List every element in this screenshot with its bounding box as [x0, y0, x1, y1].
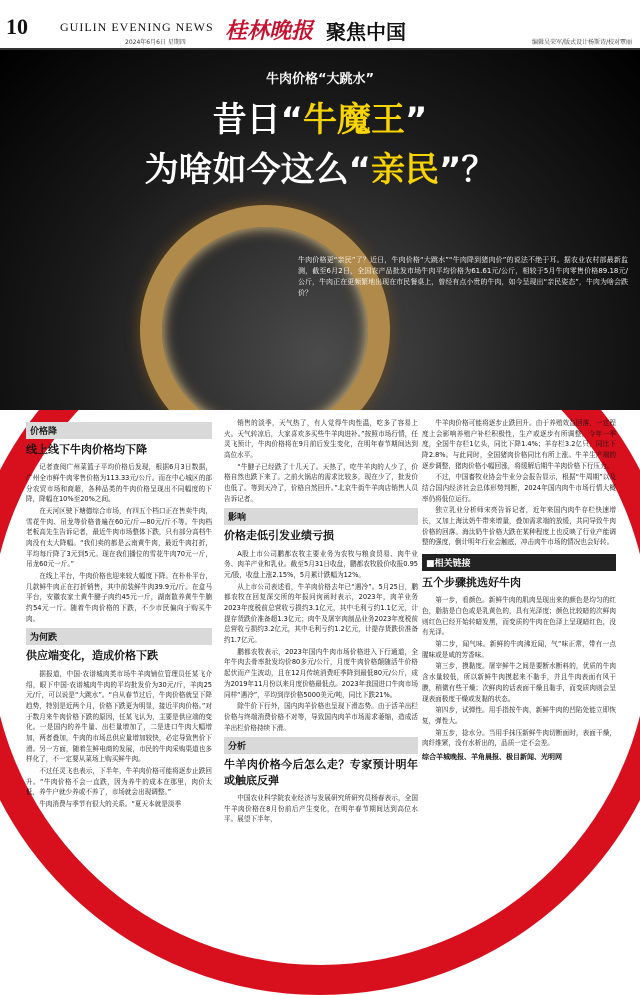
hero-banner — [0, 50, 640, 410]
paragraph: 记者查阅广州菜篮子平均价格后发现，根据6月3日数据，广州全市鲜牛肉零售价格为113.33元/公斤。而在中心城区的部分农贸市场和商超，各种品类的牛肉价格呈现出不同幅度的下降，降幅在10%至20%之间。 — [26, 463, 212, 504]
paragraph: 据报道，中国·农谱城肉类市场牛羊肉铺位管理员任某飞介绍，眼下中国·农谱城肉牛肉的平均批发价为30元/斤，羊肉25元/斤，可以说是“大跳水”。“自从春节过后，牛肉价格就呈下降趋势，特别是近两个月，价格下跌更为明显，接近平肉价格。”对于数月来牛肉价格下跌的原因，任某飞认为，主要是供应端的变化。一是国内的养牛量、出栏量增加了，二是进口牛肉大幅增加，两者叠加，牛肉的市场总供应量增加较快，必定导致售价下滑。另一方面，随着生鲜电商的发展，市民的牛肉采购渠道也多样化了，不一定要从菜场上购买鲜牛肉。 — [26, 669, 212, 764]
subheading-impact: 价格走低引发业绩亏损 — [224, 529, 334, 543]
section-title: 聚焦中国 — [326, 20, 406, 44]
column-3 — [422, 418, 616, 763]
paragraph: 牛羊肉价格可能将逐步止跌回升。由于养殖效益回落，一定程度上会影响养殖户补栏积极性，生产或逐步有所调整。今年一季度，全国牛存栏1亿头，同比下降1.4%；羊存栏3.2亿只，同比下降2.8%。与此同时，全国猪肉价格同比有所上涨。牛羊生产端的逐步调整，猪肉价格小幅回涨，将缓解后期牛羊肉价格下行压力。 — [422, 419, 616, 470]
column-1 — [26, 418, 212, 811]
headline-kicker: 牛肉价格“大跳水” — [265, 72, 375, 87]
paper-name: GUILIN EVENING NEWS — [60, 20, 214, 34]
paragraph: 不过，中国畜牧业协会牛业分会报告显示，根据“牛周期”以及结合国内经济社会总体形势判断，2024年国内肉牛市场行情大概率仍将低位运行。 — [422, 473, 616, 503]
column-2 — [224, 418, 418, 826]
source-credit: 综合羊城晚报、羊角晨报、极目新闻、光明网 — [422, 752, 562, 761]
issue-date: 2024年6月6日 星期四 — [125, 39, 186, 46]
nose-ring-image — [140, 205, 390, 410]
lead-paragraph: 牛肉价格更“亲民”了？近日，牛肉价格“大跳水”“牛肉降到猪肉价”的说法不绝于耳。据农业农村部最新监测，截至6月2日，全国农产品批发市场牛肉平均价格为61.61元/公斤，相较于5月牛肉零售价格89.18元/公斤，牛肉正在更频繁地出现在市民餐桌上，曾经有点小贵的牛肉，如今呈现出“亲民姿态”，牛肉为啥会跌价？ — [298, 256, 628, 297]
subheading-tips: 五个步骤挑选好牛肉 — [422, 576, 521, 590]
paragraph: 在天河区驶下塘德综合市场，有四五个档口正在售卖牛肉，雪花牛肉、吊龙等价格普遍在60元/斤—80元/斤不等。牛肉档老板高先生告诉记者，最近牛肉市场整体下跌，只有部分高档牛肉没有太大降幅。“我们卖的都是云南黄牛肉，最近牛肉打折，平均每斤降了3元到5元。现在我们播位的雪花牛肉70元一斤，吊龙60元一斤。” — [26, 507, 212, 569]
subheading-price-drop: 线上线下牛肉价格均下降 — [26, 443, 147, 456]
section-label-impact: 影响 — [224, 508, 418, 525]
paragraph: 第二步，闻气味。新鲜的牛肉沸近闻，气“味正常，带有一点腥味或是咸的芳香味。 — [422, 640, 616, 659]
paragraph: 销售的淡季，天气热了，有人觉得牛肉性温，吃多了容易上火。天气转凉后，大家喜欢多买些牛羊肉进补。”按照市场行情，任灵飞预计，牛肉价格将在9月前后发生变化，在明年春节期间达到高位水平。 — [224, 419, 418, 460]
paragraph: 牛肉消费与季节有很大的关系。“夏天本就是淡季 — [39, 799, 182, 808]
paragraph: 第一步，看颜色。新鲜牛肉的肌肉呈现出来的颜色是均匀的红色，脂肪是白色或是乳黄色的，具有光泽度；颜色比较暗的次鲜肉则红色已经开始转暗发黑，而变质的牛肉在色泽上呈现暗红色，没有光泽。 — [422, 596, 616, 637]
paragraph: 独立乳业分析师宋亮告诉记者，近年来国内肉牛存栏快速增长，又加上海汰奶牛带来增量，叠加需求端的放缓，共同导致牛肉价格的回落。海汰奶牛价格大跌在某种程度上也反映了行业产能调整的强度，倒计明年行业会触底，冲击肉牛市场的情况也会好转。 — [422, 506, 616, 547]
paragraph: 第五步，捻水分。当用手抹压新鲜牛肉切断面时，表面干燥，肉纤维紧，没有水析出的，品质一定不会差。 — [422, 728, 616, 748]
paragraph: 在线上平台，牛肉价格也迎来较大幅度下降。在朴朴平台，几款鲜牛肉正在打折销售，其中前装鲜牛肉39.9元/斤。在盒马平台，安徽农家土黄牛腱子肉约45元一斤，湖南散养黄牛牛腩约54元一斤。随着牛肉价格的下跌，不少市民偏向于购买牛肉。 — [26, 572, 212, 623]
headline-line-1: 昔日“牛魔王” — [212, 100, 428, 140]
paragraph: 从上市公司表述看，牛羊肉价格去年已“遇冷”。5月25日，鹏都农牧在回复深交所的年报问询函时表示，2023年，肉羊业务2023年度税前总营收亏损约3.1亿元，其中毛利亏约1.1亿元，计提存货跌价准备超1.3亿元；肉牛及屠宰肉制品业务2023年度税前总营收亏损约3.2亿元，其中毛利亏约1.2亿元，计提存货跌价准备约1.7亿元。 — [224, 582, 418, 645]
subheading-why: 供应端变化，造成价格下跌 — [26, 649, 158, 663]
page-number: 10 — [6, 14, 28, 39]
subheading-analysis: 牛羊肉价格今后怎么走？专家预计明年或触底反弹 — [224, 758, 418, 787]
section-label-price-drop: 价格降 — [26, 422, 212, 439]
related-link-label: ■相关链接 — [422, 554, 616, 571]
paragraph: 不过任灵飞也表示，下半年，牛羊肉价格可能将逐步止跌回升。“牛肉价格不会一直跌，因为养牛的成本在那里，肉价太低，养牛户就少养或不养了，市场就会出现调整。” — [26, 766, 212, 797]
paragraph: 除牛价下行外，国内肉羊价格也呈现下滑态势。由于活羊出栏价格与终端消费价格不对等，导致国内肉羊市场需求萎缩，造成活羊出栏价格持续下滑。 — [224, 702, 418, 732]
section-label-why: 为何跌 — [26, 628, 212, 645]
page-header — [0, 0, 640, 48]
newspaper-logo: 桂林晚报 — [225, 18, 314, 44]
headline-line-2: 为啥如今这么“亲民”？ — [144, 150, 496, 190]
paragraph: 中国农业科学院农业经济与发展研究所研究员杨春表示，全国牛羊肉价格在8月份前后产生变化，在明年春节期间达到高位水平。展望下半年， — [224, 793, 418, 824]
paragraph: 第四步，试弹性。用手指按牛肉，新鲜牛肉的凹陷处能立即恢复，弹性大。 — [422, 706, 616, 725]
editor-credits: 编辑吴荣军/版式设计杨斯诗/校对覃丽 — [531, 39, 632, 46]
paragraph: “牛腱子已经跌了十几天了。天热了，吃牛羊肉的人少了，价格自然也跌下来了。之前火锅店的需求比较多，现在少了，批发价也低了。等到天冷了，价格自然回升。”北京牛街牛羊肉店销售人员告诉记者。 — [224, 462, 418, 503]
paragraph: 鹏都农牧表示，2023年国内牛肉市场价格进入下行通道，全年牛肉去骨率批发均价80多元/公斤，月度牛肉价格颠随活牛价格起伏而产生波动，且在12月传统消费旺季降到最低80元/公斤，成为2019年11月份以来月度价格最低点。2023年我国进口牛肉市场同样“遇冷”，平均到岸价格5000美元/吨，同比下跌21%。 — [224, 647, 418, 699]
paragraph: A股上市公司鹏都农牧主要业务为农牧与粮食贸易、肉牛业务、肉羊产业和乳业。截至5月31日收盘，鹏都农牧股价收报0.95元/股，收盘上涨2.15%，5月累计跌幅为12%。 — [224, 549, 418, 580]
paragraph: 第三步，摸黏度。屠宰鲜牛之间是要断水断料的，优质的牛肉含水量较低，所以新鲜牛肉摸起来不黏手，并且牛肉表面有风干膜，稍微有些干燥；次鲜肉的话表面干燥且黏手，而变质肉则会呈现表面极度干燥或发黏的状态。 — [422, 662, 616, 703]
section-label-analysis: 分析 — [224, 737, 418, 754]
